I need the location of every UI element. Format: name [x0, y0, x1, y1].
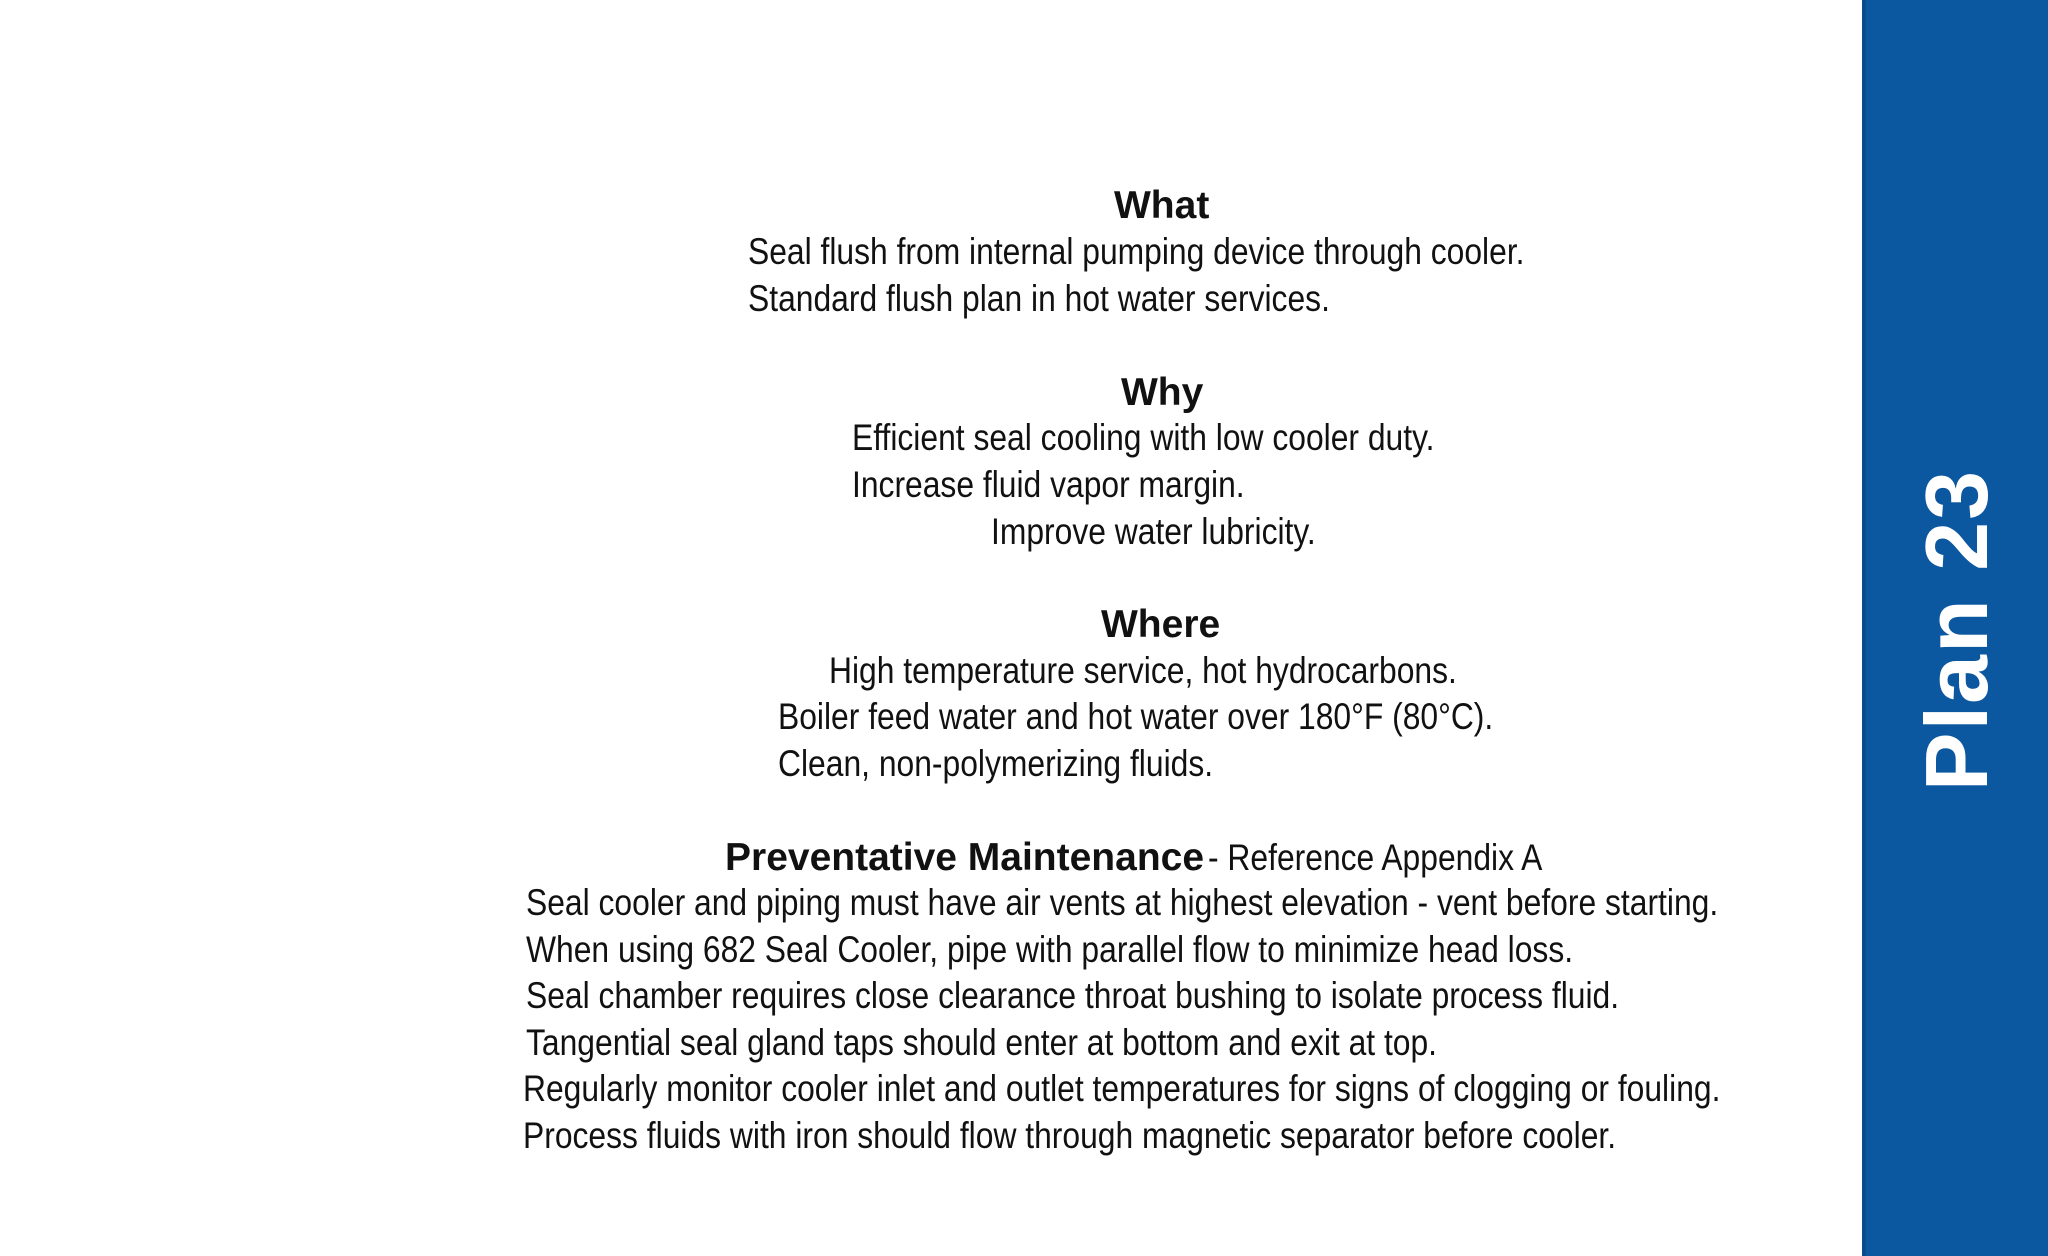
- maintenance-line: Seal cooler and piping must have air vents at highest elevation - vent before starting.: [526, 882, 1719, 923]
- maintenance-line: Seal chamber requires close clearance throat bushing to isolate process fluid.: [526, 975, 1620, 1016]
- maintenance-line: Regularly monitor cooler inlet and outlet temperatures for signs of clogging or fouling.: [523, 1068, 1721, 1109]
- why-heading: Why: [1121, 371, 1204, 414]
- what-line: Standard flush plan in hot water services.: [748, 278, 1330, 319]
- maintenance-line: When using 682 Seal Cooler, pipe with parallel flow to minimize head loss.: [526, 929, 1574, 970]
- what-heading: What: [1114, 184, 1210, 227]
- where-line: High temperature service, hot hydrocarbons.: [829, 650, 1457, 691]
- what-line: Seal flush from internal pumping device through cooler.: [748, 231, 1525, 272]
- plan-label: Plan 23: [1907, 468, 2006, 792]
- where-line: Clean, non-polymerizing fluids.: [778, 743, 1214, 784]
- why-line: Improve water lubricity.: [991, 511, 1316, 552]
- maintenance-line: Process fluids with iron should flow through magnetic separator before cooler.: [523, 1115, 1617, 1156]
- why-line: Efficient seal cooling with low cooler duty.: [852, 417, 1435, 458]
- side-band: [1862, 0, 2048, 1256]
- where-heading: Where: [1101, 603, 1221, 646]
- why-line: Increase fluid vapor margin.: [852, 464, 1245, 505]
- maintenance-title: Preventative Maintenance: [725, 836, 1205, 879]
- where-line: Boiler feed water and hot water over 180°F (80°C).: [778, 696, 1494, 737]
- maintenance-reference: - Reference Appendix A: [1208, 837, 1543, 878]
- maintenance-line: Tangential seal gland taps should enter at bottom and exit at top.: [526, 1022, 1438, 1063]
